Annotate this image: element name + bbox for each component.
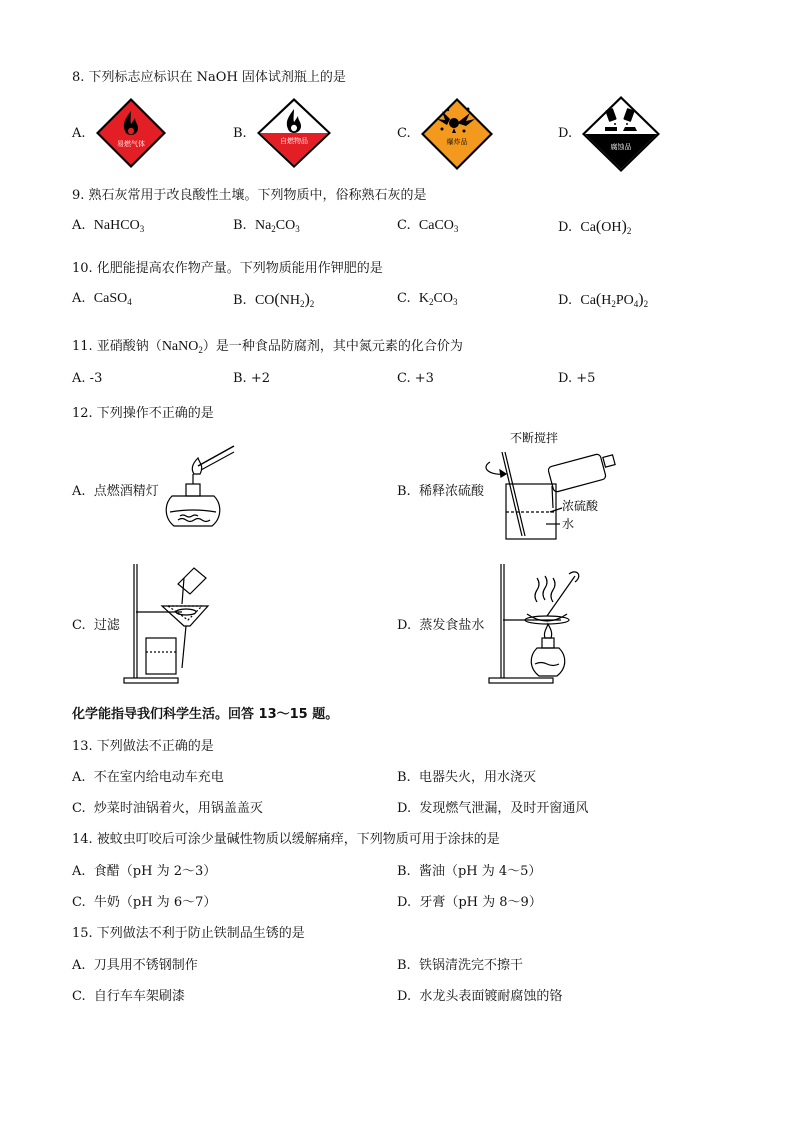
q14-option-c: C. 牛奶（pH 为 6～7）: [72, 895, 217, 910]
q10-stem: 10. 化肥能提高农作物产量。下列物质能用作钾肥的是: [72, 261, 383, 276]
q15-option-a: A. 刀具用不锈钢制作: [72, 958, 198, 973]
q14-option-b: B. 酱油（pH 为 4～5）: [397, 864, 542, 879]
q13-option-c: C. 炒菜时油锅着火，用锅盖盖灭: [72, 801, 263, 816]
q8-option-c-letter: C.: [397, 126, 411, 141]
alcohol-lamp-figure: [158, 444, 238, 532]
q8-option-b-letter: B.: [233, 126, 247, 141]
q9-option-b: B. $Na_2CO_3$: [233, 218, 300, 234]
q15-stem: 15. 下列做法不利于防止铁制品生锈的是: [72, 926, 305, 941]
label-water: 水: [562, 517, 575, 531]
acid-bottle-icon: [548, 453, 616, 492]
corrosive-sign: [581, 95, 661, 173]
q11-option-b: B. +2: [233, 371, 270, 386]
q12-option-a: A. 点燃酒精灯: [72, 484, 159, 499]
sign-label-c: 爆炸品: [446, 138, 468, 146]
q11-option-c: C. +3: [397, 371, 434, 386]
q8-option-a-letter: A.: [72, 126, 86, 141]
q12-option-b: B. 稀释浓硫酸: [397, 484, 484, 499]
q12-option-d: D. 蒸发食盐水: [397, 618, 485, 633]
q10-option-c: C. $K_2CO_3$: [397, 291, 458, 307]
q9-option-c: C. CaCO$_3$: [397, 218, 459, 234]
q9-stem: 9. 熟石灰常用于改良酸性土壤。下列物质中，俗称熟石灰的是: [72, 188, 427, 203]
match-icon: [192, 446, 234, 474]
q11-option-d: D. +5: [558, 371, 596, 386]
q11-stem: 11. 亚硝酸钠（NaNO$_2$）是一种食品防腐剂，其中氮元素的化合价为: [72, 339, 463, 355]
q14-option-a: A. 食醋（pH 为 2～3）: [72, 864, 217, 879]
q10-option-d: D. $Ca(H_2PO_4)_2$: [558, 291, 649, 309]
q15-option-d: D. 水龙头表面镀耐腐蚀的铬: [397, 989, 563, 1004]
label-acid: 浓硫酸: [562, 499, 599, 513]
spontaneous-combustible-sign: [256, 97, 332, 169]
q9-option-d: D. $Ca(OH)_2$: [558, 218, 632, 236]
sign-label-b: 自燃物品: [280, 137, 308, 145]
q10-option-b: B. $CO(NH_2)_2$: [233, 291, 315, 309]
sign-label-a: 易燃气体: [117, 140, 145, 148]
q14-option-d: D. 牙膏（pH 为 8～9）: [397, 895, 542, 910]
q12-option-c: C. 过滤: [72, 618, 120, 633]
q10-option-a: A. CaSO$_4$: [72, 291, 132, 307]
beaker-pouring-icon: [178, 568, 206, 594]
dilute-acid-figure: [480, 428, 620, 544]
evaporation-figure: [485, 556, 595, 686]
label-stir: 不断搅拌: [510, 431, 559, 445]
q9-option-a: A. NaHCO$_3$: [72, 218, 145, 234]
q13-stem: 13. 下列做法不正确的是: [72, 739, 214, 754]
filtration-figure: [120, 556, 220, 686]
q15-option-b: B. 铁锅清洗完不擦干: [397, 958, 523, 973]
q8-stem: 8. 下列标志应标识在 NaOH 固体试剂瓶上的是: [72, 70, 346, 85]
q13-option-b: B. 电器失火，用水浇灭: [397, 770, 536, 785]
q11-option-a: A. -3: [72, 371, 103, 386]
q13-option-d: D. 发现燃气泄漏，及时开窗通风: [397, 801, 589, 816]
steam-icon: [535, 578, 539, 602]
flammable-gas-sign: [95, 97, 167, 169]
q8-option-d-letter: D.: [558, 126, 573, 141]
explosive-sign: [420, 97, 494, 171]
q13-option-a: A. 不在室内给电动车充电: [72, 770, 224, 785]
q15-option-c: C. 自行车车架刷漆: [72, 989, 185, 1004]
sign-label-d: 腐蚀品: [610, 143, 632, 151]
q12-stem: 12. 下列操作不正确的是: [72, 406, 214, 421]
q14-stem: 14. 被蚊虫叮咬后可涂少量碱性物质以缓解痛痒，下列物质可用于涂抹的是: [72, 832, 500, 847]
section-heading: 化学能指导我们科学生活。回答 13～15 题。: [72, 707, 339, 722]
